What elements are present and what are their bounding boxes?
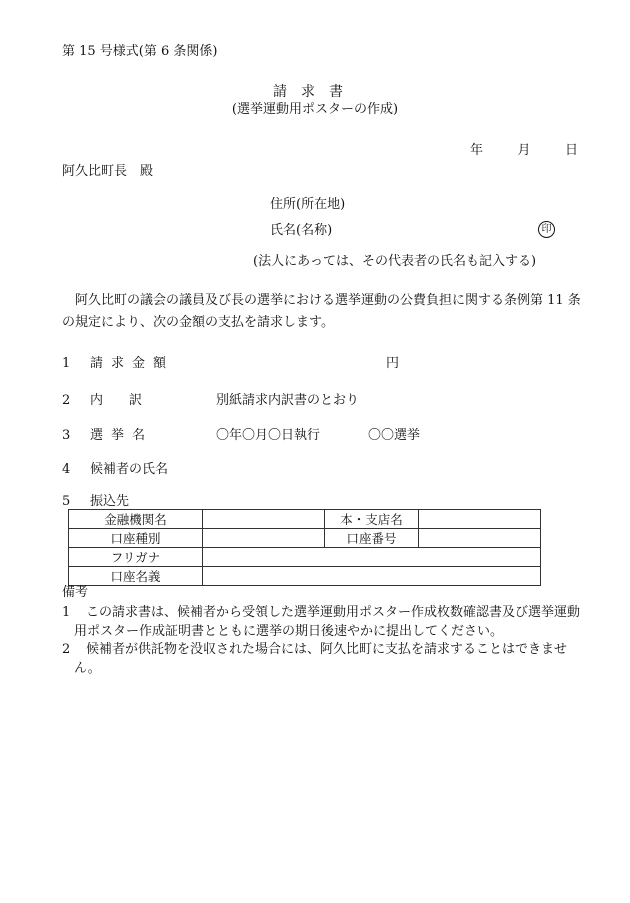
address-label: 住所(所在地) [270,197,346,212]
item-number: 1 [62,356,71,371]
item-election-name [62,424,420,443]
date-year-label: 年 [470,143,484,158]
item-number: 4 [62,462,71,477]
item-label: 候補者の氏名 [90,462,169,477]
remark-text: 候補者が供託物を没収された場合には、阿久比町に支払を請求することはできません。 [74,642,568,676]
account-holder-header: 口座名義 [69,567,203,586]
representative-note: (法人にあっては、その代表者の氏名も記入する) [253,254,537,269]
remarks-title: 備考 [62,585,89,600]
table-row [69,529,541,548]
item-transfer-destination [62,490,129,509]
date-month-label: 月 [517,143,531,158]
branch-field[interactable] [419,510,541,529]
addressee: 阿久比町長 殿 [62,164,154,179]
remark-item [62,603,589,641]
table-row [69,567,541,586]
item-number: 3 [62,428,71,443]
account-holder-field[interactable] [203,567,541,586]
remark-number: 2 [62,642,71,657]
item-number: 2 [62,393,71,408]
item-breakdown [62,389,359,408]
account-number-field[interactable] [419,529,541,548]
item-value: 〇年〇月〇日執行 [216,428,321,443]
item-number: 5 [62,494,71,509]
remark-number: 1 [62,605,71,620]
item-candidate-name [62,458,168,477]
remark-item [62,640,589,678]
bank-account-table [68,509,541,586]
item-value: 円 [386,356,400,371]
bank-name-header: 金融機関名 [69,510,203,529]
item-claim-amount [62,352,399,371]
form-number: 第 15 号様式(第 6 条関係) [62,44,218,59]
seal-mark: 印 [538,221,555,238]
table-row [69,510,541,529]
date-day-label: 日 [564,143,578,158]
date-line [470,143,578,159]
bank-name-field[interactable] [203,510,325,529]
account-type-header: 口座種別 [69,529,203,548]
account-type-field[interactable] [203,529,325,548]
name-label: 氏名(名称) [270,223,333,238]
item-label: 請求金額 [90,356,175,371]
furigana-header: フリガナ [69,548,203,567]
item-label: 内訳 [90,393,169,408]
item-label: 選挙名 [90,428,154,443]
item-value: 別紙請求内訳書のとおり [216,393,360,408]
document-subtitle: (選挙運動用ポスターの作成) [231,102,399,117]
remark-text: この請求書は、候補者から受領した選挙運動用ポスター作成枚数確認書及び選挙運動用ポスター作成証明書とともに選挙の期日後速やかに提出してください。 [74,605,581,639]
request-body-text: 阿久比町の議会の議員及び長の選挙における選挙運動の公費負担に関する条例第 11 条の規定により、次の金額の支払を請求します。 [62,293,581,330]
account-number-header: 口座番号 [325,529,419,548]
document-title: 請求書 [273,84,357,100]
branch-header: 本・支店名 [325,510,419,529]
item-value-secondary: 〇〇選挙 [368,428,421,443]
furigana-field[interactable] [203,548,541,567]
table-row [69,548,541,567]
item-label: 振込先 [90,494,130,509]
